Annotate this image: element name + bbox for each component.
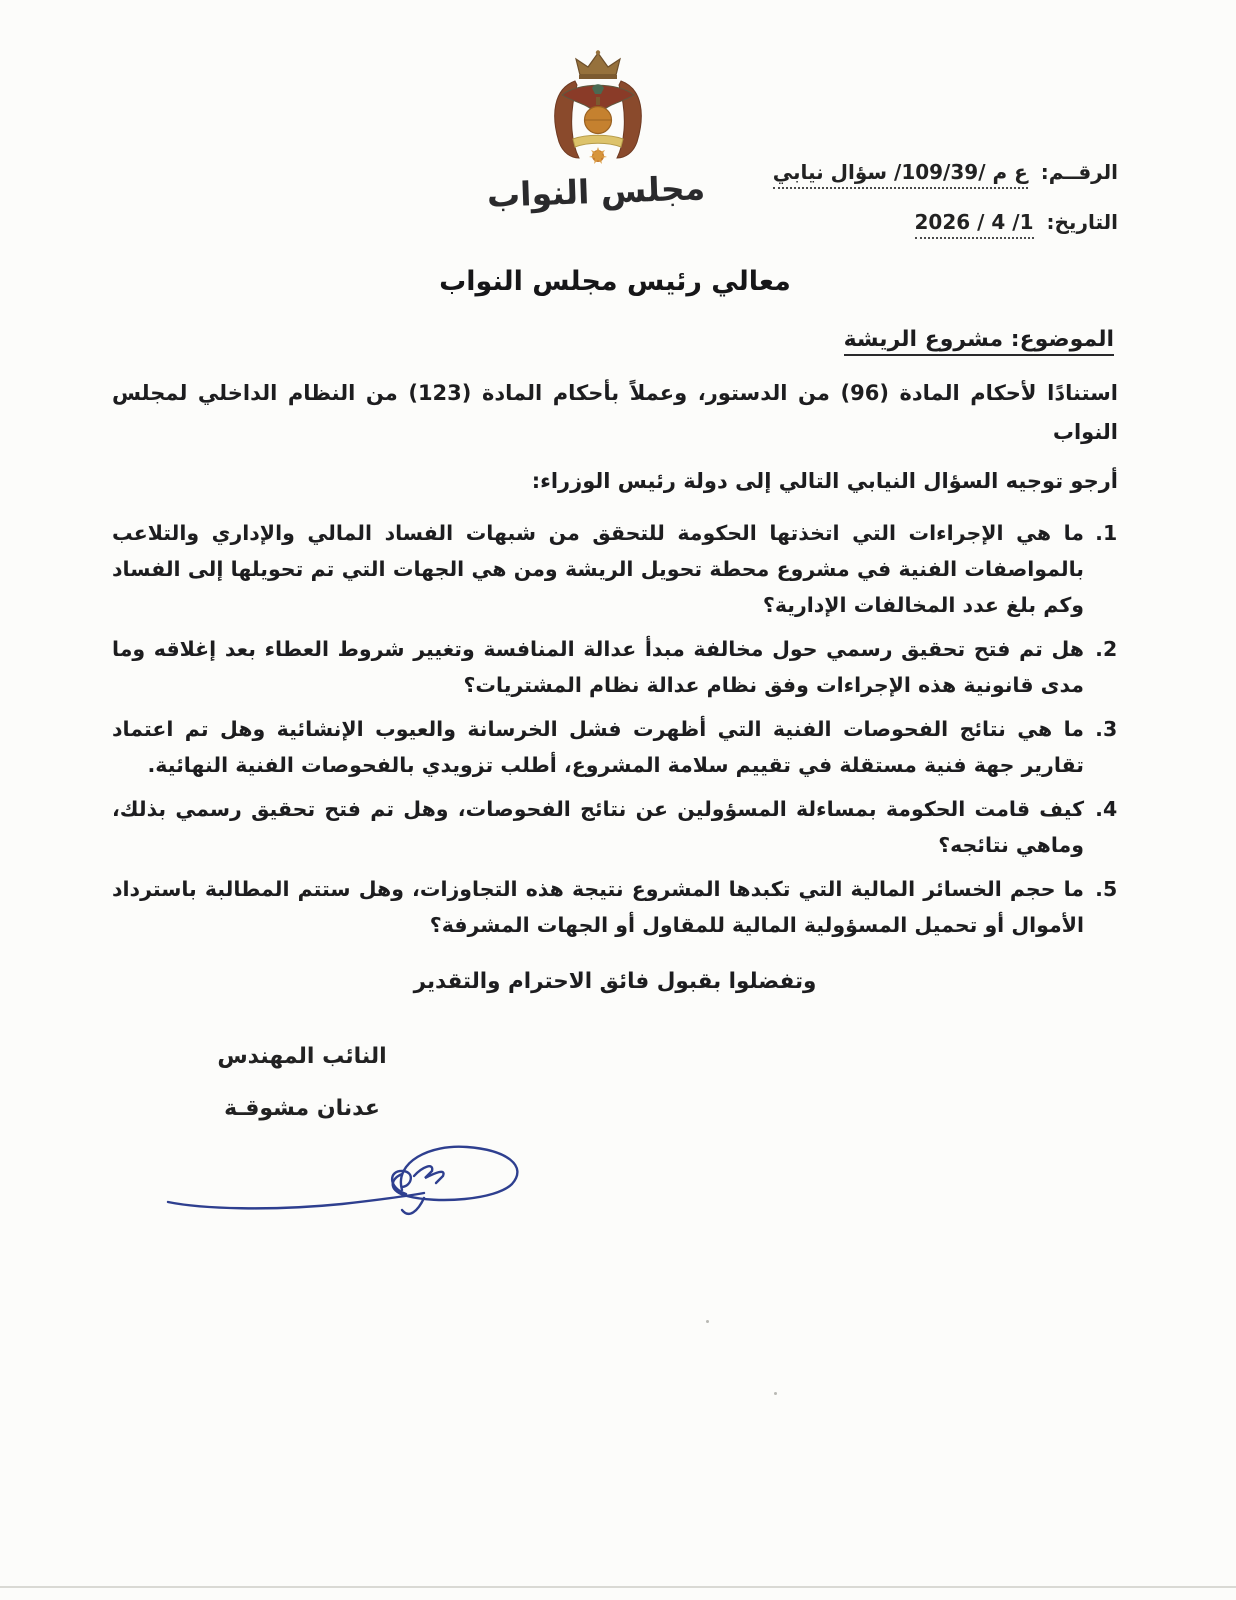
date-line [746,210,1118,239]
scan-artifact-line [0,1586,1236,1588]
letter-body [0,266,1236,994]
scan-speck [706,1320,709,1323]
reference-number-line [746,160,1118,189]
date-value: 1/ 4 / 2026 [915,210,1034,239]
questions-list [112,515,1118,944]
signer-title: النائب المهندس [217,1044,387,1069]
jordan-coat-of-arms-icon [536,50,660,176]
legal-basis-paragraph: استنادًا لأحكام المادة (96) من الدستور، وعملاً بأحكام المادة (123) من النظام الداخلي لمجلس النواب [112,381,1118,444]
closing-salutation: وتفضلوا بقبول فائق الاحترام والتقدير [413,969,817,995]
reference-number-label: الرقــم: [1040,160,1118,184]
question-item-2: 2. هل تم فتح تحقيق رسمي حول مخالفة مبدأ عدالة المنافسة وتغيير شروط العطاء بعد إغلاقه وما مدى قانونية هذه الإجراءات وفق نظام عدالة نظام المشتريات؟ [112,631,1088,703]
recipient-title: معالي رئيس مجلس النواب [439,266,791,297]
reference-number-value: ع م /109/39/ سؤال نيابي [773,160,1028,189]
signature-scribble-icon [162,1110,540,1230]
question-item-4: 4. كيف قامت الحكومة بمساءلة المسؤولين عن نتائج الفحوصات، وهل تم فتح تحقيق رسمي بذلك، وماهي نتائجه؟ [112,791,1088,863]
signer-name: عدنان مشوقـة [224,1096,380,1121]
date-label: التاريخ: [1046,210,1118,234]
question-item-1: 1. ما هي الإجراءات التي اتخذتها الحكومة للتحقق من شبهات الفساد المالي والإداري والتلاعب بالمواصفات الفنية في مشروع محطة تحويل الريشة ومن هي الجهات التي تم تحويلها إلى الفساد وكم بلغ عدد المخالفات الإدارية؟ [112,515,1088,623]
subject-line: الموضوع: مشروع الريشة [844,327,1114,356]
request-paragraph: أرجو توجيه السؤال النيابي التالي إلى دولة رئيس الوزراء: [531,468,1118,493]
scan-speck [774,1392,777,1395]
question-item-5: 5. ما حجم الخسائر المالية التي تكبدها المشروع نتيجة هذه التجاوزات، وهل ستتم المطالبة باسترداد الأموال أو تحميل المسؤولية المالية للمقاول أو الجهات المشرفة؟ [112,871,1088,943]
reference-block [746,160,1118,239]
parliament-name-calligraphy: مجلس النواب [486,168,706,215]
question-item-3: 3. ما هي نتائج الفحوصات الفنية التي أظهرت فشل الخرسانة والعيوب الإنشائية وهل تم اعتماد تقارير جهة فنية مستقلة في تقييم سلامة المشروع، أطلب تزويدي بالفحوصات الفنية النهائية. [112,711,1088,783]
